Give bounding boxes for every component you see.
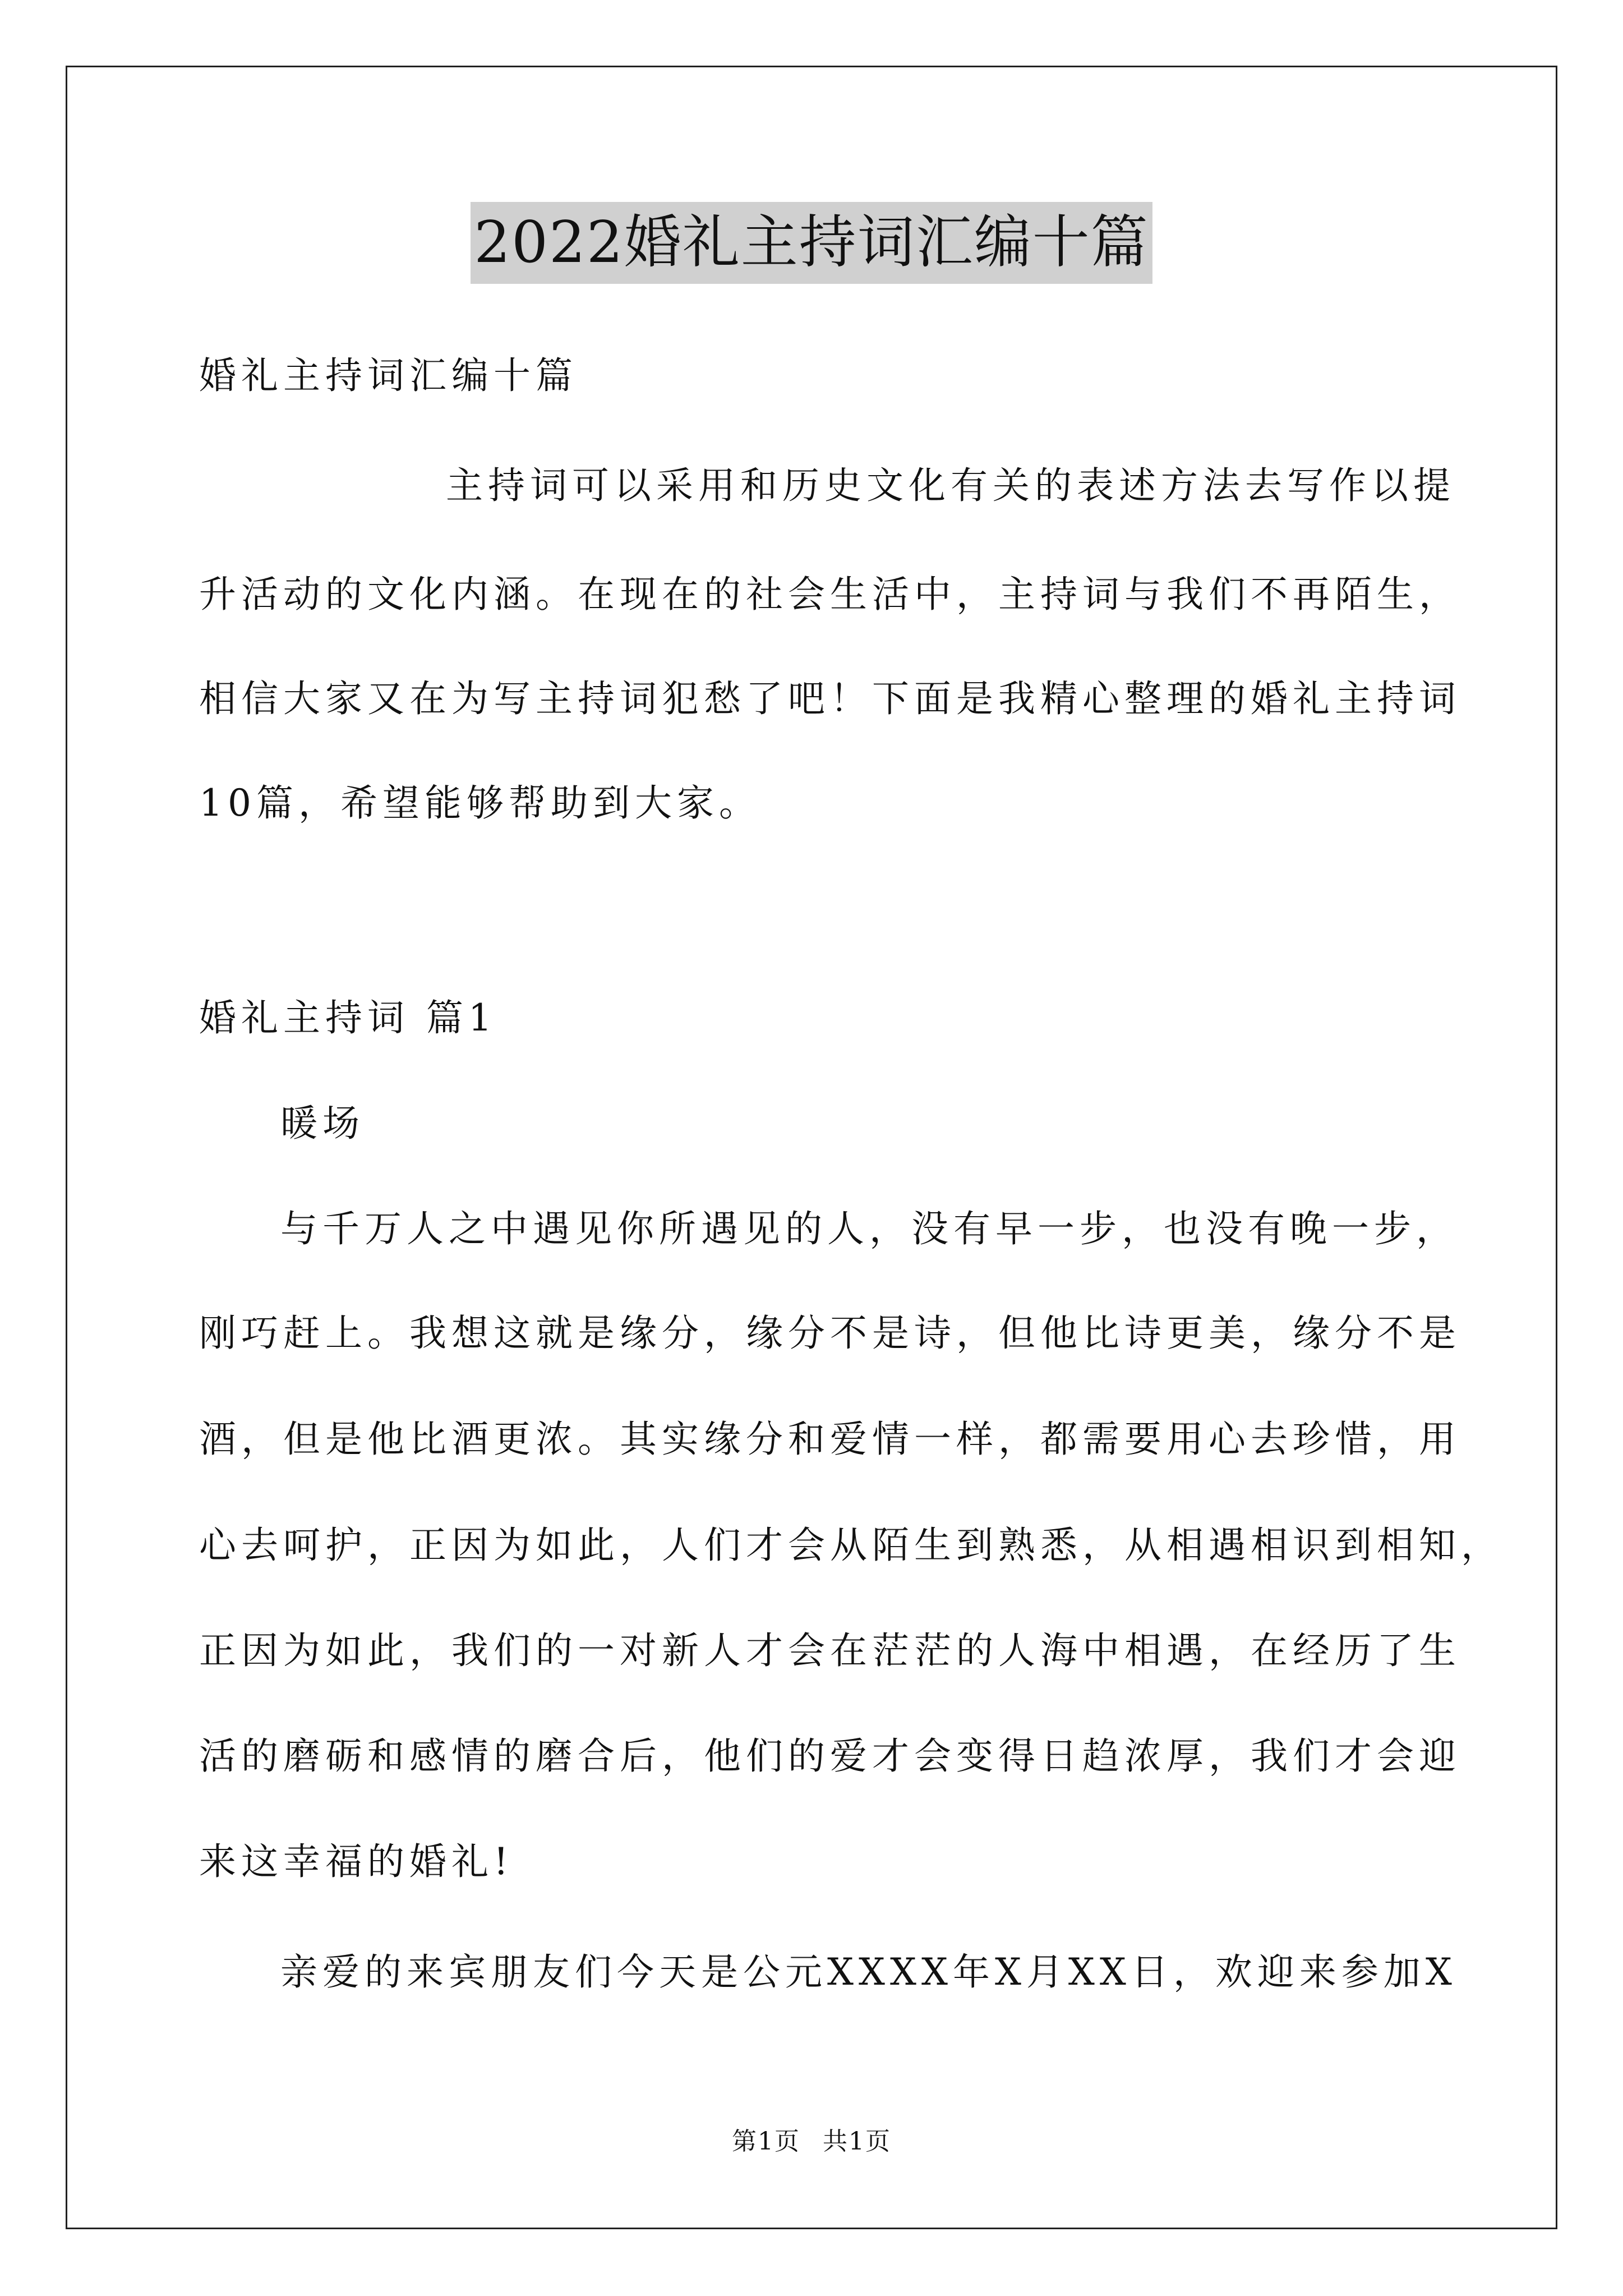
title-container [0,202,1623,284]
document-subtitle: 婚礼主持词汇编十篇 [199,354,578,397]
paragraph-line: 与千万人之中遇见你所遇见的人，没有早一步，也没有晚一步， [280,1207,1458,1250]
subheading: 暖场 [280,1102,365,1145]
intro-line: 相信大家又在为写主持词犯愁了吧！下面是我精心整理的婚礼主持词 [199,677,1461,720]
section-heading: 婚礼主持词 篇1 [199,996,497,1039]
paragraph-line: 心去呵护，正因为如此，人们才会从陌生到熟悉，从相遇相识到相知， [199,1524,1503,1567]
paragraph-line: 亲爱的来宾朋友们今天是公元XXXX年X月XX日，欢迎来参加X [280,1950,1457,1994]
paragraph-line: 刚巧赶上。我想这就是缘分，缘分不是诗，但他比诗更美，缘分不是 [199,1312,1461,1355]
paragraph-line: 来这幸福的婚礼! [199,1840,514,1883]
intro-line: 升活动的文化内涵。在现在的社会生活中，主持词与我们不再陌生， [199,573,1461,616]
page-footer [0,2125,1623,2159]
intro-line: 10篇，希望能够帮助到大家。 [199,781,761,825]
page-number: 第1页 [732,2127,800,2156]
intro-line: 主持词可以采用和历史文化有关的表述方法去写作以提 [446,464,1455,507]
page-total: 共1页 [823,2127,891,2156]
paragraph-line: 酒，但是他比酒更浓。其实缘分和爱情一样，都需要用心去珍惜，用 [199,1418,1461,1461]
paragraph-line: 正因为如此，我们的一对新人才会在茫茫的人海中相遇，在经历了生 [199,1629,1461,1672]
paragraph-line: 活的磨砺和感情的磨合后，他们的爱才会变得日趋浓厚，我们才会迎 [199,1734,1461,1778]
document-title: 2022婚礼主持词汇编十篇 [471,202,1152,284]
